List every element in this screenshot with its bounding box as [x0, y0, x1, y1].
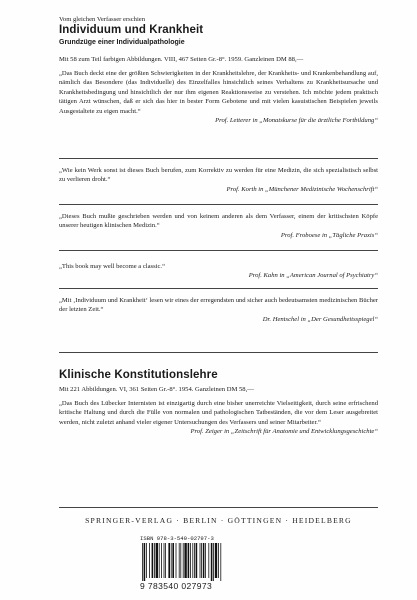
review-text: „Dieses Buch mußte geschrieben werden und von keinem anderen als dem Verfasser, einem der kritischsten Köpfe unserer heutigen klinischen Medizin.“ — [59, 213, 378, 230]
barcode-bars-icon — [140, 543, 224, 581]
review-attribution: Prof. Letterer in „Monatskurse für die ärztliche Fortbildung“ — [215, 117, 378, 125]
review-text: „Mit ‚Individuum und Krankheit‘ lesen wir eines der erregendsten und sicher auch bedeutsamsten medizinischen Bücher der letzten Zeit.“ — [59, 297, 378, 314]
review-kahn — [59, 262, 378, 281]
review-attribution: Prof. Zeiger in „Zeitschrift für Anatomie und Entwicklungsgeschichte“ — [190, 428, 378, 436]
book2-meta: Mit 221 Abbildungen. VI, 361 Seiten Gr.-8°. 1954. Ganzleinen DM 58,— — [59, 386, 254, 393]
divider — [59, 158, 378, 159]
review-attribution: Prof. Froboese in „Tägliche Praxis“ — [280, 231, 378, 239]
book1-subtitle: Grundzüge einer Individualpathologie — [59, 39, 185, 46]
book1-title: Individuum und Krankheit — [59, 24, 204, 36]
review-attribution: Dr. Hentschel in „Der Gesundheitsspiegel“ — [262, 315, 378, 323]
review-attribution: Prof. Korth in „Münchener Medizinische Wochenschrift“ — [226, 185, 378, 193]
review-korth — [59, 166, 378, 194]
barcode-number: 9 783540 027973 — [140, 581, 213, 591]
barcode — [140, 535, 224, 595]
review-hentschel — [59, 296, 378, 324]
review-text: „This book may well become a classic.“ — [59, 263, 166, 270]
divider — [59, 204, 378, 205]
review-text: „Das Buch deckt eine der größten Schwierigkeiten in der Krankheitslehre, der Krankheits- und Krankenbehandlung auf, nämlich das Besondere (das Individuelle) des Einzelfalles hinsichtlich seines Verhaltens zu Krankheitsursache und Krankheitsbedingung und hinsichtlich der nur ihm eigenen Reaktionsweise zu verstehen. Ich möchte jedem praktisch tätigen Arzt wünschen, daß er sich das hier in bester Form Gebotene und mit vielen kasuistischen Beispielen jeweils Ausgestaltete zu eigen macht.“ — [59, 70, 378, 115]
review-text: „Das Buch des Lübecker Internisten ist einzigartig durch eine bisher unerreichte Vielseitigkeit, durch seine erfrischend kritische Haltung und durch die Fülle von normalen und pathologischen Tatbeständen, die vor dem Leser ausgebreitet werden, nicht zuletzt anhand vieler eigener Untersuchungen des Verfassers und seiner Mitarbeiter.“ — [59, 400, 378, 426]
publisher-divider — [59, 507, 378, 508]
isbn-label: ISBN 978-3-540-02797-3 — [140, 535, 214, 542]
book2-title: Klinische Konstitutionslehre — [59, 369, 218, 381]
publisher-line: SPRINGER-VERLAG · BERLIN · GÖTTINGEN · HEIDELBERG — [85, 516, 352, 525]
review-zeiger — [59, 399, 378, 437]
review-froboese — [59, 212, 378, 240]
section-divider — [59, 352, 378, 353]
review-attribution: Prof. Kahn in „American Journal of Psychiatry“ — [248, 272, 378, 280]
intro-line: Vom gleichen Verfasser erschien — [59, 16, 145, 23]
divider — [59, 288, 378, 289]
divider — [59, 250, 378, 251]
book1-meta: Mit 58 zum Teil farbigen Abbildungen. VIII, 467 Seiten Gr.-8°. 1959. Ganzleinen DM 88,— — [59, 56, 304, 63]
review-text: „Wie kein Werk sonst ist dieses Buch berufen, zum Korrektiv zu werden für eine Medizin, die sich spezialistisch selbst zu verlieren droht.“ — [59, 167, 378, 184]
review-letterer — [59, 69, 378, 125]
